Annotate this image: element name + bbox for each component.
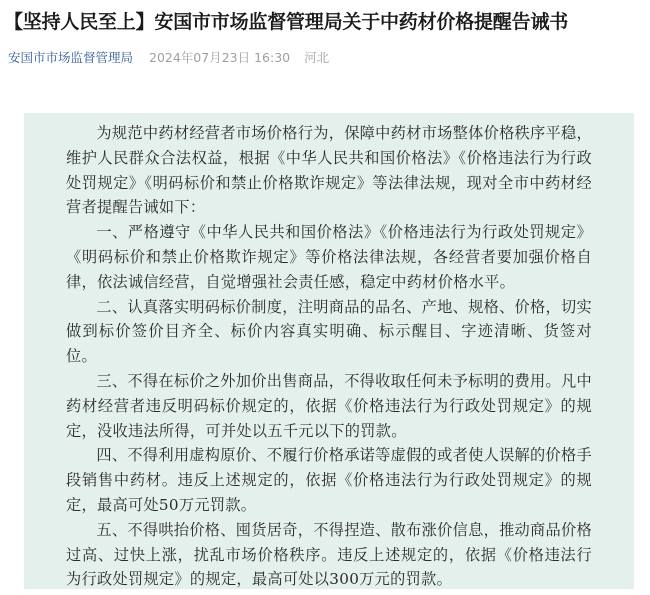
notice-intro-paragraph: 为规范中药材经营者市场价格行为，保障中药材市场整体价格秩序平稳，维护人民群众合法权益，根据《中华人民共和国价格法》《价格违法行为行政处罚规定》《明码标价和禁止价格欺诈规定》等法律法规，现对全市中药材经营者提醒告诫如下：	[66, 124, 592, 217]
article-meta	[8, 48, 339, 68]
notice-item-3: 三、不得在标价之外加价出售商品，不得收取任何未予标明的费用。凡中药材经营者违反明码标价规定的，依据《价格违法行为行政处罚规定》的规定，没收违法所得，可并处以五千元以下的罚款。	[66, 371, 592, 440]
location-label: 河北	[304, 50, 330, 65]
notice-image	[24, 113, 634, 589]
publish-time: 2024年07月23日 16:30	[149, 50, 291, 65]
notice-item-5: 五、不得哄抬价格、囤货居奇，不得捏造、散布涨价信息，推动商品价格过高、过快上涨，扰乱市场价格秩序。违反上述规定的，依据《价格违法行为行政处罚规定》的规定，最高可处以300万元的罚款。	[66, 520, 592, 589]
article-title: 【坚持人民至上】安国市市场监督管理局关于中药材价格提醒告诫书	[4, 11, 569, 33]
notice-body	[66, 121, 592, 592]
notice-item-4: 四、不得利用虚构原价、不履行价格承诺等虚假的或者使人误解的价格手段销售中药材。违反上述规定的，依据《价格违法行为行政处罚规定》的规定，最高可处50万元罚款。	[66, 446, 592, 514]
notice-item-2: 二、认真落实明码标价制度，注明商品的品名、产地、规格、价格，切实做到标价签价目齐全、标价内容真实明确、标示醒目、字迹清晰、货签对位。	[66, 297, 592, 366]
source-link[interactable]: 安国市市场监督管理局	[8, 50, 134, 65]
notice-item-1: 一、严格遵守《中华人民共和国价格法》《价格违法行为行政处罚规定》《明码标价和禁止价格欺诈规定》等价格法律法规，各经营者要加强价格自律，依法诚信经营，自觉增强社会责任感，稳定中药材价格水平。	[66, 223, 592, 291]
